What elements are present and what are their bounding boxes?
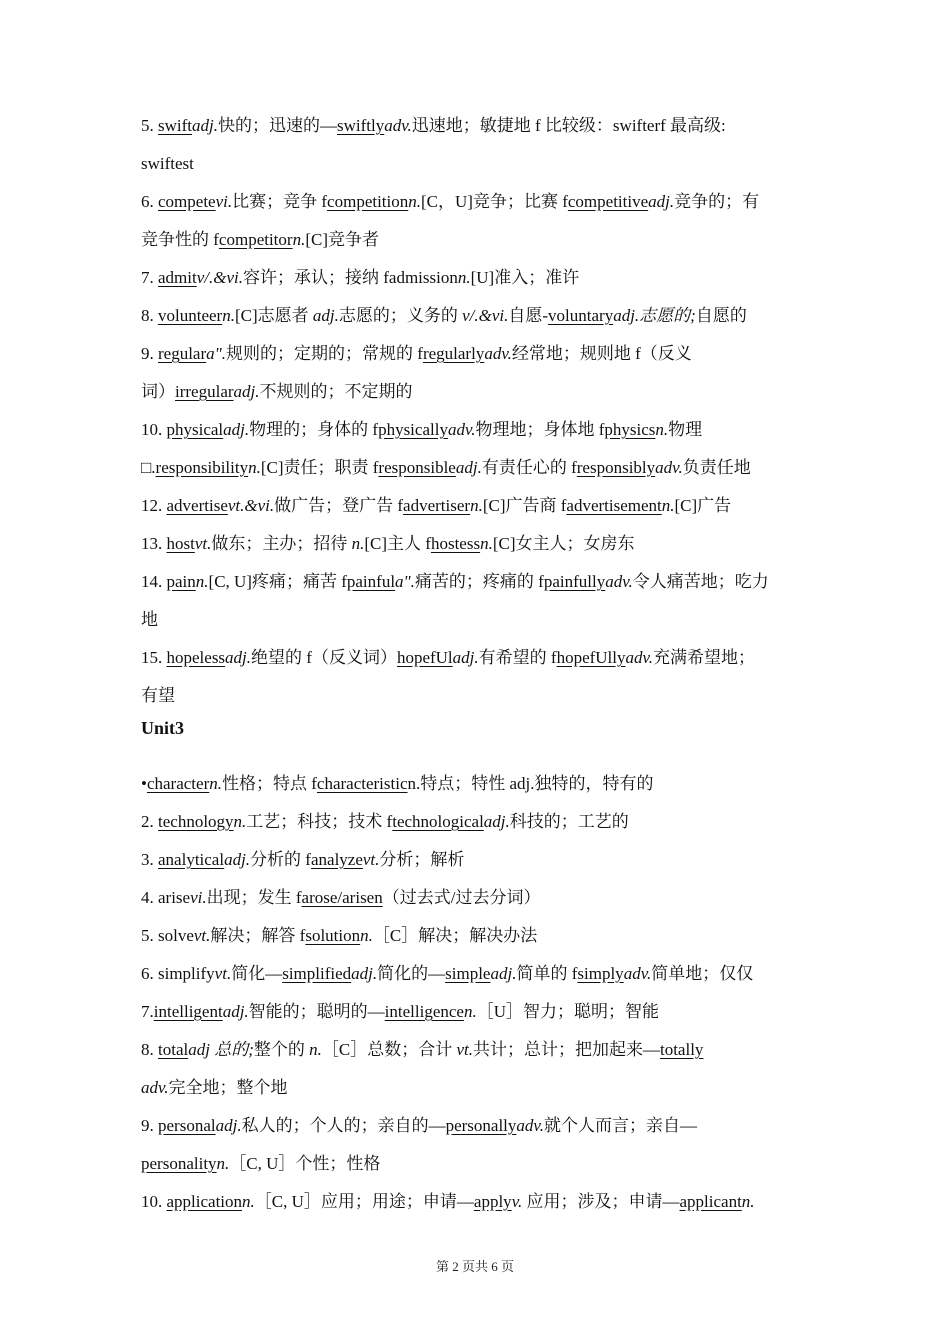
- unit3-word-list: [141, 765, 813, 1221]
- entry-line: [141, 297, 813, 335]
- part-of-speech: adj.: [225, 648, 252, 667]
- part-of-speech: adj.: [455, 458, 482, 477]
- vocab-word: totally: [659, 1040, 704, 1059]
- vocab-word: competitor: [218, 230, 293, 249]
- definition-text: 就个人而言；亲自—: [543, 1116, 697, 1135]
- part-of-speech: n.: [655, 420, 669, 439]
- definition-text: 竞争的；有: [674, 192, 760, 211]
- definition-text: [U]准入；准许: [470, 268, 580, 287]
- part-of-speech: adv.: [516, 1116, 544, 1135]
- definition-text: 性格；特点 f: [221, 774, 317, 793]
- definition-text: 自愿-: [508, 306, 549, 325]
- definition-text: 应用；涉及；申请—: [522, 1192, 680, 1211]
- definition-text: 14.: [141, 572, 167, 591]
- definition-text: [C]广告商 f: [482, 496, 567, 515]
- entry-line: [141, 879, 813, 917]
- part-of-speech: n.: [209, 774, 222, 793]
- part-of-speech: n.: [457, 268, 471, 287]
- entry-line: [141, 107, 813, 145]
- part-of-speech: adj.: [192, 116, 218, 135]
- vocab-word: simply: [577, 964, 624, 983]
- part-of-speech: adj.: [351, 964, 378, 983]
- vocabulary-list: [141, 107, 813, 1221]
- definition-text: ［C］解决；解决办法: [372, 926, 538, 945]
- vocab-word: technology: [158, 812, 234, 831]
- part-of-speech: a".: [395, 572, 415, 591]
- unit-heading: Unit3: [141, 718, 185, 738]
- definition-text: [C]竞争者: [305, 230, 379, 249]
- vocab-word: volunteer: [158, 306, 223, 325]
- part-of-speech: v/.&vi.: [462, 306, 509, 325]
- definition-text: 物理: [668, 420, 703, 439]
- definition-text: 分析的 f: [250, 850, 311, 869]
- definition-text: ［C, U］个性；性格: [229, 1154, 381, 1173]
- definition-text: •: [141, 774, 147, 793]
- part-of-speech: n.: [195, 572, 209, 591]
- part-of-speech: n.: [351, 534, 365, 553]
- part-of-speech: n.: [222, 306, 235, 325]
- definition-text: 有责任心的 f: [481, 458, 577, 477]
- definition-text: 6. simplify: [141, 964, 215, 983]
- part-of-speech: v/.&vi.: [196, 268, 243, 287]
- definition-text: 8.: [141, 306, 158, 325]
- vocab-word: intelligent: [153, 1002, 223, 1021]
- vocab-word: apply: [473, 1192, 512, 1211]
- definition-text: 比赛；竞争 f: [232, 192, 328, 211]
- part-of-speech: adj.: [312, 306, 339, 325]
- entry-line: [141, 335, 813, 373]
- definition-text: 容许；承认；接纳 fadmission: [242, 268, 458, 287]
- definition-text: [C，U]竞争；比赛 f: [421, 192, 568, 211]
- part-of-speech: a".: [206, 344, 227, 363]
- part-of-speech: adj.: [452, 648, 479, 667]
- entry-line: [141, 259, 813, 297]
- entry-line: [141, 765, 813, 803]
- vocab-word: hopefUlly: [556, 648, 626, 667]
- vocab-word: physically: [378, 420, 448, 439]
- definition-text: 7.: [141, 1002, 154, 1021]
- definition-text: 做广告；登广告 f: [274, 496, 404, 515]
- vocab-word: analytical: [158, 850, 225, 869]
- part-of-speech: n.: [292, 230, 306, 249]
- definition-text: 物理的；身体的 f: [249, 420, 379, 439]
- entry-line: [141, 525, 813, 563]
- definition-text: 简单的 f: [516, 964, 578, 983]
- vocab-word: physics: [604, 420, 656, 439]
- part-of-speech: adj.: [233, 382, 260, 401]
- definition-text: [C]主人 f: [364, 534, 431, 553]
- vocab-word: regular: [158, 344, 207, 363]
- vocab-word: swiftly: [336, 116, 385, 135]
- vocab-word: irregular: [175, 382, 234, 401]
- entry-line: [141, 917, 813, 955]
- definition-text: 解决；解答 f: [210, 926, 306, 945]
- part-of-speech: n.: [360, 926, 373, 945]
- vocab-word: responsibly: [576, 458, 656, 477]
- definition-text: [C]女主人；女房东: [492, 534, 635, 553]
- definition-text: n.特点；特性 adj.独特的，特有的: [407, 774, 654, 793]
- definition-text: 6.: [141, 192, 158, 211]
- part-of-speech: adj.: [483, 812, 510, 831]
- vocab-word: hopeless: [166, 648, 226, 667]
- definition-text: 快的；迅速的—: [217, 116, 337, 135]
- entry-line: [141, 373, 813, 411]
- definition-text: 9.: [141, 344, 158, 363]
- vocab-word: character: [146, 774, 210, 793]
- part-of-speech: n.: [408, 192, 422, 211]
- definition-text: 规则的；定期的；常规的 f: [226, 344, 423, 363]
- entry-line: [141, 183, 813, 221]
- part-of-speech: n.: [741, 1192, 755, 1211]
- definition-text: 10.: [141, 420, 167, 439]
- definition-text: □.: [141, 458, 156, 477]
- vocab-word: personally: [445, 1116, 517, 1135]
- vocab-word: regularly: [422, 344, 485, 363]
- vocab-word: characteristic: [316, 774, 408, 793]
- vocab-word: painful: [346, 572, 396, 591]
- part-of-speech: n.: [480, 534, 493, 553]
- definition-text: 经常地；规则地 f（反义: [511, 344, 692, 363]
- definition-text: 10.: [141, 1192, 167, 1211]
- entry-line: [141, 639, 813, 677]
- entry-line: [141, 1031, 813, 1069]
- entry-line: [141, 993, 813, 1031]
- part-of-speech: adj.: [222, 1002, 249, 1021]
- entry-line: [141, 411, 813, 449]
- unit2-word-list: [141, 107, 813, 715]
- part-of-speech: v.: [511, 1192, 523, 1211]
- vocab-word: hopefUl: [396, 648, 453, 667]
- part-of-speech: adv.: [141, 1078, 169, 1097]
- definition-text: 12.: [141, 496, 167, 515]
- definition-text: [C]志愿者: [234, 306, 313, 325]
- part-of-speech: n.: [216, 1154, 230, 1173]
- vocab-word: compete: [158, 192, 216, 211]
- entry-line: [141, 1183, 813, 1221]
- part-of-speech: vt.: [362, 850, 380, 869]
- part-of-speech: vt.&vi.: [227, 496, 275, 515]
- definition-text: 15.: [141, 648, 167, 667]
- definition-text: 有望: [141, 686, 175, 705]
- definition-text: 词）: [141, 382, 175, 401]
- vocab-word: personal: [158, 1116, 216, 1135]
- vocab-word: pain: [166, 572, 196, 591]
- definition-text: 2.: [141, 812, 158, 831]
- vocab-word: technological: [392, 812, 484, 831]
- definition-text: 3.: [141, 850, 158, 869]
- vocab-word: voluntary: [548, 306, 614, 325]
- vocab-word: painfully: [543, 572, 606, 591]
- entry-line: [141, 449, 813, 487]
- vocab-word: admit: [158, 268, 197, 287]
- definition-text: 物理地；身体地 f: [475, 420, 605, 439]
- definition-text: 有希望的 f: [478, 648, 557, 667]
- entry-line: [141, 955, 813, 993]
- vocab-word: arose/arisen: [301, 888, 383, 907]
- definition-text: 痛苦的；疼痛的 f: [414, 572, 544, 591]
- vocab-word: advertise: [166, 496, 228, 515]
- definition-text: 简化—: [231, 964, 283, 983]
- vocab-word: intelligence: [384, 1002, 464, 1021]
- entry-line: [141, 601, 813, 639]
- part-of-speech: n.: [463, 1002, 477, 1021]
- definition-text: 简单地；仅仅: [651, 964, 754, 983]
- part-of-speech: vt.: [193, 926, 211, 945]
- definition-text: 7.: [141, 268, 158, 287]
- vocab-word: personality: [141, 1154, 217, 1173]
- definition-text: [C]责任；职责 f: [260, 458, 379, 477]
- entry-line: [141, 563, 813, 601]
- definition-text: 绝望的 f（反义词）: [251, 648, 397, 667]
- definition-text: 工艺；科技；技术 f: [246, 812, 393, 831]
- definition-text: 5. solve: [141, 926, 194, 945]
- definition-text: 充满希望地；: [653, 648, 756, 667]
- part-of-speech: adv.: [447, 420, 476, 439]
- vocab-word: applicant: [679, 1192, 742, 1211]
- vocab-word: application: [166, 1192, 243, 1211]
- part-of-speech: adj.: [648, 192, 675, 211]
- definition-text: 迅速地；敏捷地 f 比较级：swifterf 最高级:: [411, 116, 726, 135]
- definition-text: 8.: [141, 1040, 158, 1059]
- entry-line: [141, 1069, 813, 1107]
- part-of-speech: adj 总的;: [188, 1040, 254, 1059]
- definition-text: 科技的；工艺的: [509, 812, 629, 831]
- part-of-speech: n.: [233, 812, 247, 831]
- definition-text: 整个的: [253, 1040, 310, 1059]
- part-of-speech: vi.: [215, 192, 233, 211]
- vocab-word: competition: [327, 192, 409, 211]
- part-of-speech: n.: [661, 496, 675, 515]
- definition-text: 负责任地: [682, 458, 751, 477]
- vocab-word: responsibility: [155, 458, 249, 477]
- definition-text: ［C］总数；合计: [321, 1040, 457, 1059]
- part-of-speech: adv.: [484, 344, 512, 363]
- definition-text: 自愿的: [695, 306, 747, 325]
- entry-line: [141, 803, 813, 841]
- part-of-speech: adj.志愿的;: [613, 306, 696, 325]
- part-of-speech: vt.: [214, 964, 232, 983]
- definition-text: 4. arise: [141, 888, 191, 907]
- entry-line: [141, 145, 813, 183]
- vocab-word: swift: [158, 116, 192, 135]
- vocab-word: advertisement: [566, 496, 662, 515]
- vocab-word: host: [166, 534, 195, 553]
- definition-text: 智能的；聪明的—: [248, 1002, 385, 1021]
- part-of-speech: adv.: [625, 648, 654, 667]
- definition-text: 地: [141, 610, 158, 629]
- part-of-speech: n.: [470, 496, 483, 515]
- definition-text: （过去式/过去分词）: [382, 888, 541, 907]
- vocab-word: total: [158, 1040, 189, 1059]
- definition-text: 9.: [141, 1116, 158, 1135]
- part-of-speech: adj.: [224, 850, 251, 869]
- definition-text: 竞争性的 f: [141, 230, 219, 249]
- entry-line: [141, 487, 813, 525]
- part-of-speech: n.: [242, 1192, 255, 1211]
- vocab-word: simplified: [282, 964, 352, 983]
- entry-line: [141, 1145, 813, 1183]
- page-footer: 第 2 页共 6 页: [435, 1259, 514, 1274]
- entry-line: [141, 1107, 813, 1145]
- definition-text: 令人痛苦地；吃力: [632, 572, 769, 591]
- definition-text: 5.: [141, 116, 158, 135]
- definition-text: 私人的；个人的；亲自的—: [241, 1116, 446, 1135]
- part-of-speech: vi.: [190, 888, 207, 907]
- vocab-word: advertiser: [403, 496, 471, 515]
- definition-text: 分析；解析: [379, 850, 465, 869]
- entry-line: [141, 677, 813, 715]
- vocab-word: analyze: [310, 850, 363, 869]
- part-of-speech: n.: [248, 458, 261, 477]
- vocab-word: simple: [445, 964, 491, 983]
- part-of-speech: adv.: [623, 964, 652, 983]
- part-of-speech: adv.: [655, 458, 683, 477]
- definition-text: ［U］智力；聪明；智能: [476, 1002, 660, 1021]
- part-of-speech: adj.: [490, 964, 517, 983]
- entry-line: [141, 221, 813, 259]
- vocab-word: responsible: [378, 458, 456, 477]
- definition-text: [C, U]疼痛；痛苦 f: [208, 572, 347, 591]
- part-of-speech: adv.: [384, 116, 412, 135]
- definition-text: 做东；主办；招待: [211, 534, 352, 553]
- definition-text: 志愿的；义务的: [338, 306, 463, 325]
- definition-text: 简化的—: [377, 964, 446, 983]
- part-of-speech: vt.: [194, 534, 212, 553]
- part-of-speech: adv.: [605, 572, 633, 591]
- definition-text: ［C, U］应用；用途；申请—: [254, 1192, 474, 1211]
- part-of-speech: adj.: [223, 420, 250, 439]
- definition-text: swiftest: [141, 154, 194, 173]
- definition-text: 完全地；整个地: [168, 1078, 288, 1097]
- part-of-speech: vt.: [456, 1040, 473, 1059]
- part-of-speech: n.: [309, 1040, 322, 1059]
- definition-text: 出现；发生 f: [206, 888, 302, 907]
- vocab-word: physical: [166, 420, 224, 439]
- definition-text: 不规则的；不定期的: [259, 382, 413, 401]
- vocab-word: solution: [305, 926, 361, 945]
- vocab-word: hostess: [430, 534, 481, 553]
- part-of-speech: adj.: [215, 1116, 242, 1135]
- definition-text: 共计；总计；把加起来—: [472, 1040, 660, 1059]
- vocab-word: competitive: [567, 192, 649, 211]
- entry-line: [141, 841, 813, 879]
- definition-text: 13.: [141, 534, 167, 553]
- definition-text: [C]广告: [674, 496, 732, 515]
